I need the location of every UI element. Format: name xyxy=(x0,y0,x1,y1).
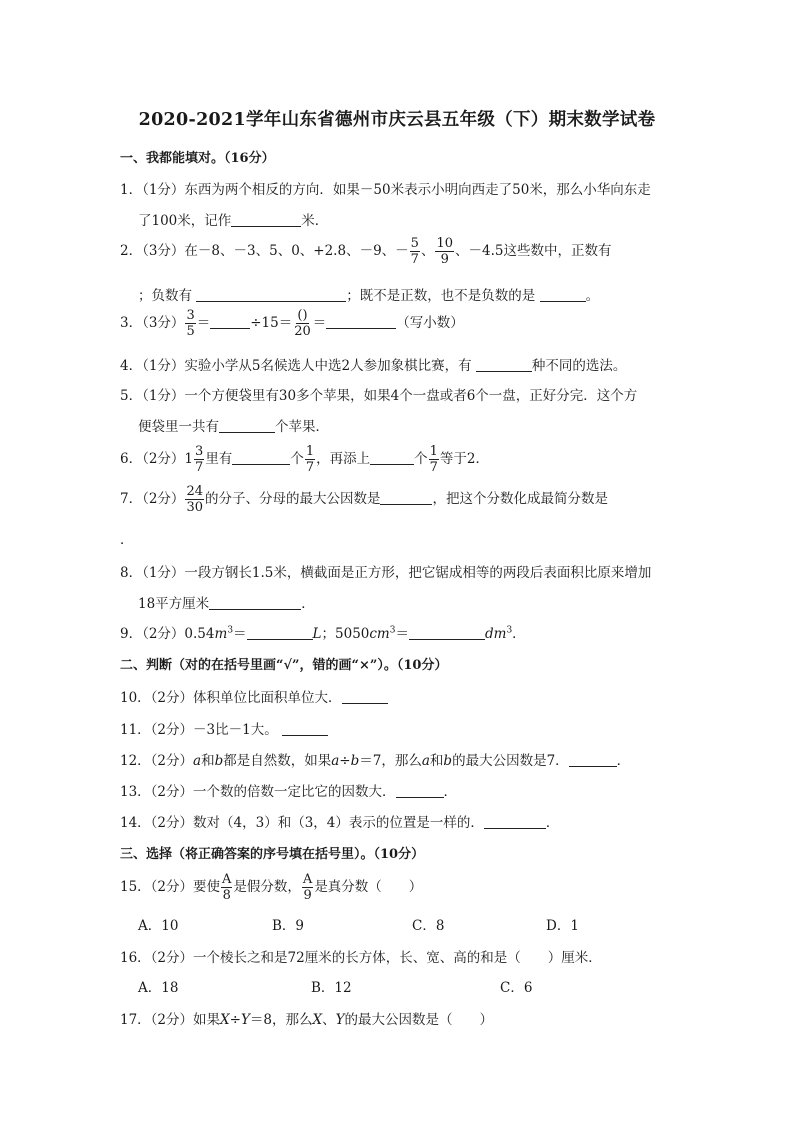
equals-sign: ＝ xyxy=(395,626,409,642)
question-6-text: 等于2． xyxy=(439,451,489,467)
question-12-text: 12．（2分） xyxy=(120,753,194,769)
question-17-text: ＝8，那么 xyxy=(249,1012,313,1028)
fraction-denominator: 9 xyxy=(303,888,312,903)
question-6-text: 6．（2分）1 xyxy=(120,451,194,467)
question-9-text: ；5050 xyxy=(321,626,370,642)
question-5-line-2 xyxy=(138,415,329,435)
question-3-text: ÷15＝ xyxy=(250,315,293,331)
fraction-numerator: A xyxy=(222,872,232,887)
equals-sign: ＝ xyxy=(233,626,247,642)
question-11-text: 11．（2分）－3比－1大。 xyxy=(120,722,278,738)
question-8-line-1: 8．（1分）一段方钢长1.5米，横截面是正方形，把它锯成相等的两段后表面积比原来增加 xyxy=(120,565,652,581)
question-8-text: 18平方厘米 xyxy=(138,596,210,612)
question-12-text: ． xyxy=(616,753,631,769)
question-15-text: 是真分数（ ） xyxy=(314,879,423,895)
unit-cm: cm xyxy=(369,626,390,642)
question-17-text: 、 xyxy=(322,1012,336,1028)
question-3-line xyxy=(120,308,464,339)
fraction-numerator: 24 xyxy=(186,484,203,499)
answer-blank[interactable] xyxy=(476,357,532,372)
answer-blank[interactable] xyxy=(409,625,485,640)
fraction-denominator: 8 xyxy=(222,888,231,903)
answer-blank[interactable] xyxy=(231,212,301,227)
question-5-text: 个苹果． xyxy=(275,419,329,435)
superscript: 3 xyxy=(506,625,513,636)
fraction-numerator: A xyxy=(302,872,313,887)
question-2-text: 、－4.5这些数中，正数有 xyxy=(454,243,612,259)
section-heading-3: 三、选择（将正确答案的序号填在括号里）。（10分） xyxy=(120,847,425,862)
fraction-numerator: 1 xyxy=(429,444,438,459)
question-7-line-1 xyxy=(120,484,608,515)
answer-blank[interactable] xyxy=(540,287,586,302)
question-10-line xyxy=(120,686,388,706)
question-1-text: 了100米，记作 xyxy=(138,213,232,229)
question-10-text: 10．（2分）体积单位比面积单位大． xyxy=(120,690,342,706)
question-7-line-2: ． xyxy=(120,532,134,548)
question-4-line xyxy=(120,354,626,374)
question-1-text: 米． xyxy=(301,213,329,229)
superscript: 3 xyxy=(227,625,234,636)
question-11-line xyxy=(120,718,328,738)
question-9-text: ． xyxy=(512,626,526,642)
section-heading-1: 一、我都能填对。（16分） xyxy=(120,151,275,166)
question-9-text: 9．（2分）0.54 xyxy=(120,626,215,642)
fraction xyxy=(305,444,315,475)
answer-blank[interactable] xyxy=(326,314,396,329)
question-4-text: 种不同的选法。 xyxy=(531,358,627,374)
answer-blank[interactable] xyxy=(282,721,328,736)
fraction xyxy=(194,444,204,475)
question-7-text: ，把这个分数化成最简分数是 xyxy=(432,491,608,507)
variable: X xyxy=(312,1012,323,1028)
question-5-text: 便袋里一共有 xyxy=(138,419,219,435)
question-2-text: 。 xyxy=(585,288,600,304)
page-title: 2020-2021学年山东省德州市庆云县五年级（下）期末数学试卷 xyxy=(138,110,656,130)
variable: Y xyxy=(335,1012,345,1028)
question-6-text: 个 xyxy=(414,451,428,467)
question-9-line xyxy=(120,622,526,642)
question-16-line: 16．（2分）一个棱长之和是72厘米的长方体，长、宽、高的和是（ ）厘米． xyxy=(120,950,602,966)
question-12-text: 和 xyxy=(429,753,444,769)
question-13-text: ． xyxy=(443,784,458,800)
option-d[interactable]: D．1 xyxy=(546,918,579,934)
unit-l: L xyxy=(312,626,322,642)
question-7-text: 7．（2分） xyxy=(120,491,185,507)
variable: b xyxy=(214,753,224,769)
fraction-denominator: 9 xyxy=(440,252,449,267)
question-14-text: 14．（2分）数对（4，3）和（3，4）表示的位置是一样的． xyxy=(120,815,484,831)
question-12-line xyxy=(120,749,630,769)
question-12-text: 的最大公因数是7． xyxy=(452,753,569,769)
fraction-denominator: 20 xyxy=(294,324,311,339)
question-12-text: 都是自然数，如果 xyxy=(223,753,332,769)
question-1-line-1: 1．（1分）东西为两个相反的方向．如果－50米表示小明向西走了50米，那么小华向东走 xyxy=(120,182,651,198)
fraction-denominator: 7 xyxy=(305,460,315,475)
option-b[interactable]: B．12 xyxy=(311,980,352,996)
fraction xyxy=(435,236,454,267)
fraction xyxy=(185,484,204,515)
question-3-text: （写小数） xyxy=(396,315,464,331)
question-8-text: ． xyxy=(301,596,315,612)
fraction xyxy=(410,236,420,267)
question-3-text: 3．（3分） xyxy=(120,315,185,331)
question-13-text: 13．（2分）一个数的倍数一定比它的因数大． xyxy=(120,784,396,800)
question-7-text: 的分子、分母的最大公因数是 xyxy=(204,491,381,507)
fraction-denominator: 7 xyxy=(410,252,419,267)
superscript: 3 xyxy=(389,625,396,636)
question-2-text: ；负数有 xyxy=(138,288,192,304)
fraction xyxy=(221,872,232,903)
answer-blank[interactable] xyxy=(380,490,432,505)
question-15-line xyxy=(120,872,422,903)
option-a[interactable]: A．10 xyxy=(138,918,179,934)
answer-blank[interactable] xyxy=(219,418,275,433)
question-2-line-2 xyxy=(138,284,599,304)
question-14-text: ． xyxy=(545,815,560,831)
fraction-denominator: 5 xyxy=(186,324,195,339)
answer-blank[interactable] xyxy=(209,595,301,610)
question-12-text: ＝7，那么 xyxy=(359,753,422,769)
fraction-numerator: 3 xyxy=(195,444,204,459)
variable: a xyxy=(193,753,202,769)
fraction-numerator: () xyxy=(297,308,308,323)
unit-dm: dm xyxy=(484,626,507,642)
question-13-line xyxy=(120,780,457,800)
fraction xyxy=(293,308,312,339)
unit-m: m xyxy=(214,626,228,642)
question-15-text: 是假分数， xyxy=(233,879,301,895)
fraction-denominator: 30 xyxy=(186,500,203,515)
variable: a÷b xyxy=(331,753,360,769)
answer-blank[interactable] xyxy=(232,450,290,465)
question-12-text: 和 xyxy=(201,753,215,769)
fraction-numerator: 1 xyxy=(305,444,315,459)
question-17-line xyxy=(120,1008,493,1028)
question-6-text: 里有 xyxy=(205,451,233,467)
question-2-line-1 xyxy=(120,236,611,267)
option-a[interactable]: A．18 xyxy=(138,980,179,996)
answer-blank[interactable] xyxy=(484,814,546,829)
answer-blank[interactable] xyxy=(196,287,346,302)
question-6-text: 个 xyxy=(290,451,304,467)
question-2-text: ；既不是正数，也不是负数的是 xyxy=(346,288,536,304)
fraction-denominator: 7 xyxy=(195,460,204,475)
fraction-denominator: 7 xyxy=(429,460,438,475)
question-15-text: 15．（2分）要使 xyxy=(120,879,221,895)
question-4-text: 4．（1分）实验小学从5名候选人中选2人参加象棋比赛，有 xyxy=(120,358,472,374)
option-b[interactable]: B．9 xyxy=(272,918,305,934)
answer-blank[interactable] xyxy=(569,752,617,767)
fraction xyxy=(429,444,439,475)
question-5-line-1: 5．（1分）一个方便袋里有30多个苹果，如果4个一盘或者6个一盘，正好分完．这个方 xyxy=(120,388,638,404)
variable: X÷Y xyxy=(220,1012,250,1028)
question-17-text: 的最大公因数是（ ） xyxy=(344,1012,494,1028)
fraction-numerator: 10 xyxy=(436,236,453,251)
fraction-numerator: 5 xyxy=(410,236,419,251)
section-heading-2: 二、判断（对的在括号里画“√”，错的画“×”）。（10分） xyxy=(120,658,448,673)
question-1-line-2 xyxy=(138,209,328,229)
equals-sign: ＝ xyxy=(312,315,327,331)
answer-blank[interactable] xyxy=(210,314,250,329)
answer-blank[interactable] xyxy=(370,450,414,465)
option-c[interactable]: C．6 xyxy=(500,980,533,996)
separator: 、 xyxy=(420,243,435,259)
answer-blank[interactable] xyxy=(342,689,388,704)
option-c[interactable]: C．8 xyxy=(412,918,445,934)
question-6-text: ，再添上 xyxy=(316,451,371,467)
question-8-line-2 xyxy=(138,592,315,612)
question-2-text: 2．（3分）在－8、－3、5、0、+2.8、－9、－ xyxy=(120,243,409,259)
question-14-line xyxy=(120,811,559,831)
fraction xyxy=(185,308,195,339)
question-6-line xyxy=(120,444,489,475)
question-17-text: 17．（2分）如果 xyxy=(120,1012,221,1028)
variable: a xyxy=(421,753,430,769)
answer-blank[interactable] xyxy=(247,625,313,640)
fraction xyxy=(302,872,313,903)
variable: b xyxy=(443,753,453,769)
equals-sign: ＝ xyxy=(196,315,211,331)
answer-blank[interactable] xyxy=(396,783,444,798)
fraction-numerator: 3 xyxy=(186,308,195,323)
